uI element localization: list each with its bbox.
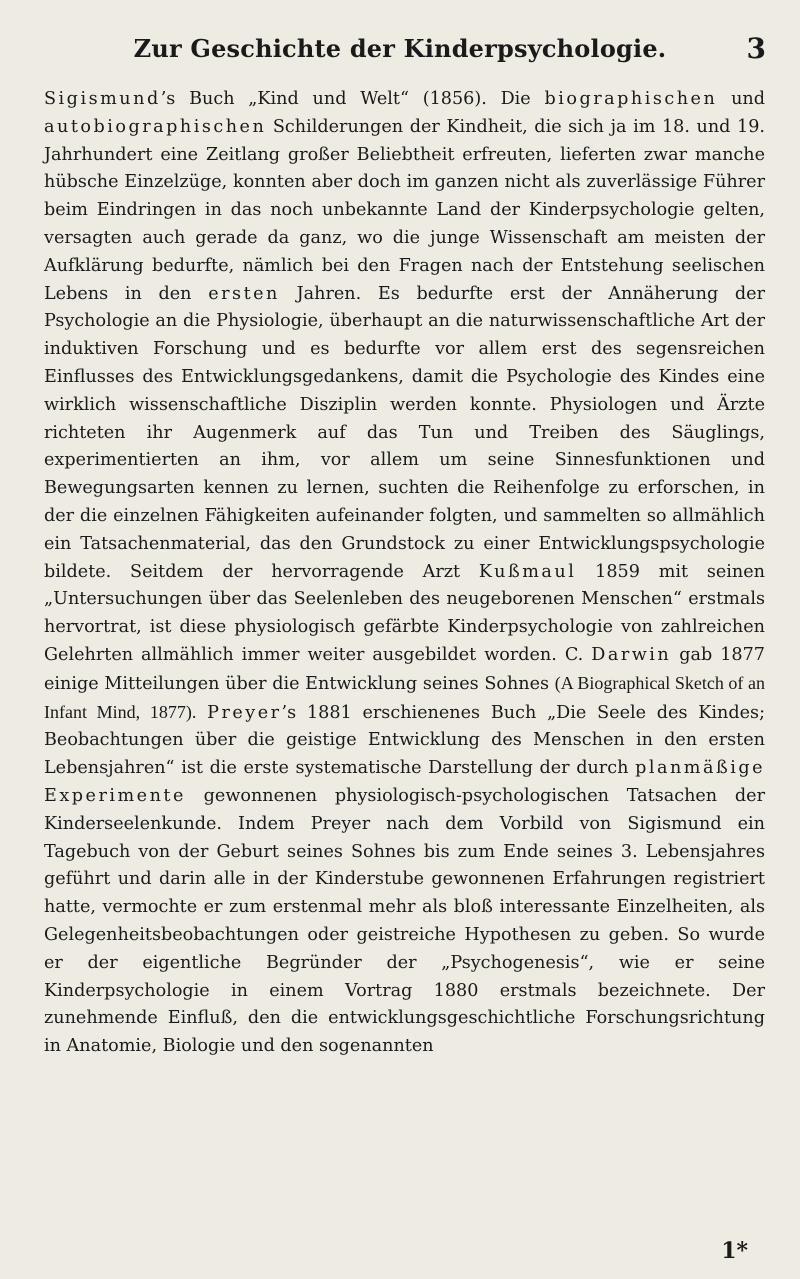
text-run: Jahren. Es bedurfte erst der Annäherung der Psychologie an die Physiologie, überhaupt an die naturwissenschaftliche Art der induktiven Forschung und es bedurfte vor allem erst des segensreichen Einflusses des Entwicklungsgedankens, damit die Psychologie des Kindes eine wirklich wissenschaftliche Disziplin werden konnte. Physiologen und Ärzte richteten ihr Augenmerk auf das Tun und Treiben des Säuglings, experimentierten an ihm, vor allem um seine Sinnesfunktionen und Bewegungsarten kennen zu lernen, suchten die Reihenfolge zu erforschen, in der die einzelnen Fähigkeiten aufeinander folgten, und sammelten so allmählich ein Tatsachenmaterial, das den Grundstock zu einer Entwicklungspsychologie bildete. Seitdem der hervorragende Arzt (44, 283, 766, 582)
running-title: Zur Geschichte der Kinderpsychologie. (133, 34, 667, 63)
signature-mark: 1* (721, 1238, 748, 1264)
text-run: 1859 mit seinen „Untersuchungen über das Seelenleben des neugeborenen Menschen“ erstmals hervortrat, ist diese physiologisch gefärbte Kinderpsychologie von zahlreichen Gelehrten allmählich immer weiter ausgebildet worden. C. (44, 561, 766, 665)
text-run (196, 703, 207, 723)
spaced-name-kussmaul: Kußmaul (478, 561, 577, 582)
english-title: (A Biographical Sketch of an Infant Mind, 1877). (44, 672, 765, 722)
text-run: Schilderungen der Kindheit, die sich ja im 18. und 19. Jahrhundert eine Zeitlang großer Beliebtheit erfreuten, lieferten zwar manche hübsche Einzelzüge, konnten aber doch im ganzen nicht als zuverlässige Führer beim Eindringen in das noch unbekannte Land der Kinderpsychologie gelten, versagten auch gerade da ganz, wo die junge Wissenschaft am meisten der Aufklärung bedurfte, nämlich bei den Fragen nach der Entstehung seelischen Lebens in den (44, 116, 765, 304)
spaced-word-ersten: ersten (208, 283, 280, 304)
spaced-phrase-experimente: planmäßige Experimente (44, 758, 765, 806)
spaced-name-sigismund: Sigismund (44, 89, 161, 109)
text-run: und (717, 89, 765, 109)
spaced-name-preyer: Preyer (207, 702, 282, 723)
text-run: gab 1877 einige Mitteilungen über die Entwicklung seines Sohnes (44, 644, 765, 694)
spaced-word-biographischen: biographischen (544, 89, 718, 109)
text-run: gewonnenen physiologisch-psychologischen Tatsachen der Kinderseelenkunde. Indem Preyer nach dem Vorbild von Sigismund ein Tagebuch von der Geburt seines Sohnes bis zum Ende seines 3. Lebensjahres geführt und darin alle in der Kinderstube gewonnenen Erfahrungen registriert hatte, vermochte er zum erstenmal mehr als bloß interessante Einzelheiten, als Gelegenheitsbeobachtungen oder geistreiche Hypothesen zu geben. So wurde er der eigentliche Begründer der „Psychogenesis“, wie er seine Kinderpsychologie in einem Vortrag 1880 erstmals bezeichnete. Der zunehmende Einfluß, den die entwicklungsgeschichtliche Forschungsrichtung in Anatomie, Biologie und den sogenannten (44, 785, 765, 1057)
text-run: ’s Buch „Kind und Welt“ (1856). Die (160, 89, 545, 109)
page-header (0, 34, 800, 74)
body-paragraph (44, 86, 765, 1061)
spaced-word-autobiographischen: autobiographischen (44, 116, 267, 137)
spaced-name-darwin: Darwin (591, 644, 672, 665)
page-number: 3 (746, 32, 766, 65)
text-run: ’s 1881 erschienenes Buch „Die Seele des Kindes; Beobachtungen über die geistige Entwicklung des Menschen in den ersten Lebensjahren“ ist die erste systematische Darstellung der durch (44, 702, 765, 779)
